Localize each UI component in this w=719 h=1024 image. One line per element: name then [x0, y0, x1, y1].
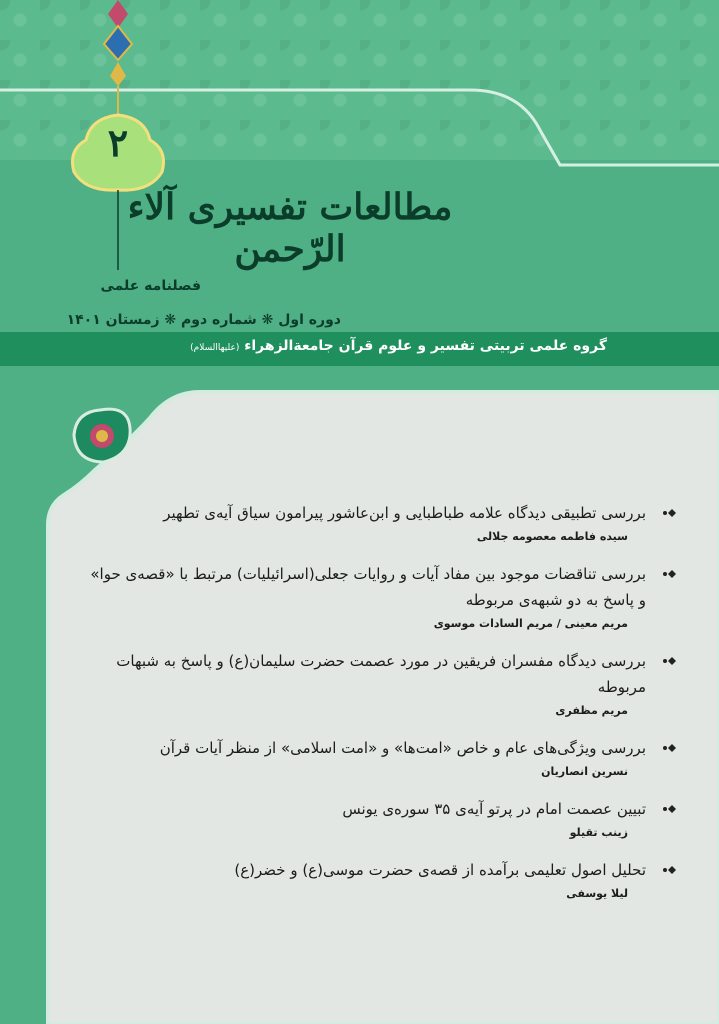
diamond-bullet-icon	[662, 567, 680, 581]
article-title: بررسی تناقضات موجود بین مفاد آیات و روایات جعلی(اسرائیلیات) مرتبط با «قصه‌ی حوا» و پاسخ به دو شبهه‌ی مربوطه	[90, 565, 646, 609]
table-of-contents	[80, 500, 680, 918]
article-title: تحلیل اصول تعلیمی برآمده از قصه‌ی حضرت موسی(ع) و خضر(ع)	[234, 861, 646, 879]
publisher-label: گروه علمی تربیتی تفسیر و علوم قرآن جامعة‌الزهراء	[244, 338, 607, 354]
article-title: تبیین عصمت امام در پرتو آیه‌ی ۳۵ سوره‌ی یونس	[342, 800, 646, 818]
article-author: لیلا یوسفی	[566, 887, 628, 900]
issue-info: دوره اول ❋ شماره دوم ❋ زمستان ۱۴۰۱	[66, 312, 341, 328]
diamond-bullet-icon	[662, 506, 680, 520]
article-item	[80, 500, 680, 543]
article-author: سیده فاطمه معصومه جلالی	[476, 530, 628, 543]
publisher-honorific: (علیها‌السلام)	[190, 343, 240, 353]
article-item	[80, 648, 680, 717]
diamond-bullet-icon	[662, 802, 680, 816]
article-title: بررسی تطبیقی دیدگاه علامه طباطبایی و ابن‌عاشور پیرامون سیاق آیه‌ی تطهیر	[163, 504, 646, 522]
ornament-chain	[104, 0, 132, 118]
article-author: مریم معینی / مریم السادات موسوی	[433, 617, 628, 630]
article-item	[80, 735, 680, 778]
article-item	[80, 857, 680, 900]
diamond-bullet-icon	[662, 741, 680, 755]
article-author: زینب تقیلو	[569, 826, 628, 839]
publisher-name	[190, 338, 607, 354]
journal-title: مطالعات تفسیری آلاء الرّحمن	[127, 186, 453, 270]
diamond-bullet-icon	[662, 654, 680, 668]
article-item	[80, 796, 680, 839]
article-author: مریم مظفری	[555, 704, 628, 717]
article-title: بررسی ویژگی‌های عام و خاص «امت‌ها» و «امت اسلامی» از منظر آیات قرآن	[159, 739, 646, 757]
article-author: نسرین انصاریان	[541, 765, 628, 778]
diamond-bullet-icon	[662, 863, 680, 877]
article-title: بررسی دیدگاه مفسران فریقین در مورد عصمت حضرت سلیمان(ع) و پاسخ به شبهات مربوطه	[116, 652, 646, 696]
article-item	[80, 561, 680, 630]
journal-subtitle: فصلنامه علمی	[100, 278, 201, 294]
issue-number: ۲	[107, 120, 129, 165]
rosette-ornament	[74, 409, 130, 462]
